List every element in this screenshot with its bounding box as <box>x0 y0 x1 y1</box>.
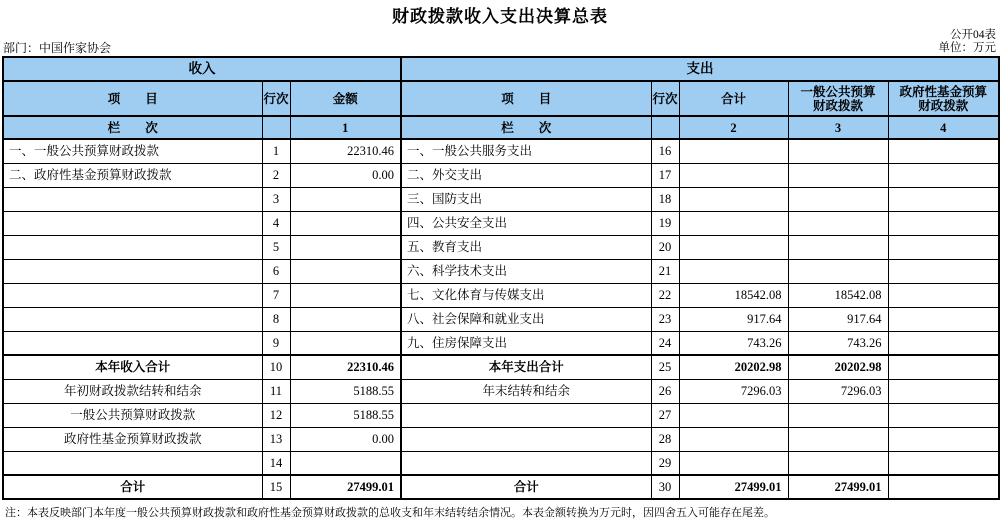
gov-fund-cell <box>888 163 999 187</box>
income-amount-cell: 5188.55 <box>290 379 401 403</box>
table-row <box>3 355 999 379</box>
expense-line-no-cell: 20 <box>651 235 679 259</box>
expense-line-no-cell: 16 <box>651 139 679 163</box>
expense-item-cell: 四、公共安全支出 <box>401 211 651 235</box>
expense-line-no-cell: 21 <box>651 259 679 283</box>
expense-total-cell <box>679 211 788 235</box>
income-item-cell: 年初财政拨款结转和结余 <box>3 379 262 403</box>
income-line-no-cell: 14 <box>262 451 290 475</box>
gov-fund-cell <box>888 379 999 403</box>
expense-item-cell <box>401 403 651 427</box>
income-amount-cell: 0.00 <box>290 163 401 187</box>
expense-total-cell: 20202.98 <box>679 355 788 379</box>
expense-item-cell: 本年支出合计 <box>401 355 651 379</box>
expense-item-cell: 九、住房保障支出 <box>401 331 651 355</box>
expense-line-no-cell: 22 <box>651 283 679 307</box>
expense-line-no-cell: 28 <box>651 427 679 451</box>
expense-item-cell: 三、国防支出 <box>401 187 651 211</box>
income-item-cell: 一、一般公共预算财政拨款 <box>3 139 262 163</box>
expense-total-cell <box>679 427 788 451</box>
table-row <box>3 451 999 475</box>
expense-line-no-cell: 25 <box>651 355 679 379</box>
expense-item-cell: 年末结转和结余 <box>401 379 651 403</box>
general-budget-cell <box>788 211 888 235</box>
general-budget-cell <box>788 139 888 163</box>
income-line-no-cell: 11 <box>262 379 290 403</box>
general-budget-cell <box>788 187 888 211</box>
gov-fund-cell <box>888 427 999 451</box>
income-section-header: 收入 <box>3 57 401 81</box>
expense-total-cell: 917.64 <box>679 307 788 331</box>
general-budget-cell <box>788 427 888 451</box>
expense-column-index-label: 栏 次 <box>401 116 651 139</box>
expense-item-header: 项 目 <box>401 81 651 116</box>
expense-line-no-cell: 17 <box>651 163 679 187</box>
income-line-no-cell: 9 <box>262 331 290 355</box>
income-line-no-cell: 8 <box>262 307 290 331</box>
column-index-1: 1 <box>290 116 401 139</box>
table-row <box>3 139 999 163</box>
income-amount-cell <box>290 451 401 475</box>
meta-bar <box>0 28 1000 56</box>
income-amount-cell: 5188.55 <box>290 403 401 427</box>
gov-fund-cell <box>888 187 999 211</box>
table-row <box>3 427 999 451</box>
expense-line-no-cell: 24 <box>651 331 679 355</box>
expense-item-cell: 合计 <box>401 475 651 499</box>
expense-total-cell: 7296.03 <box>679 379 788 403</box>
gov-fund-cell <box>888 475 999 499</box>
expense-line-no-cell: 29 <box>651 451 679 475</box>
expense-total-header: 合计 <box>679 81 788 116</box>
gov-fund-cell <box>888 211 999 235</box>
general-budget-cell <box>788 163 888 187</box>
income-line-no-cell: 10 <box>262 355 290 379</box>
expense-section-header: 支出 <box>401 57 999 81</box>
income-line-no-cell: 15 <box>262 475 290 499</box>
footnote: 注：本表反映部门本年度一般公共预算财政拨款和政府性基金预算财政拨款的总收支和年末结转结余情况。本表金额转换为万元时，因四舍五入可能存在尾差。 <box>5 507 775 519</box>
income-item-cell <box>3 235 262 259</box>
expense-line-no-cell: 23 <box>651 307 679 331</box>
income-item-cell: 本年收入合计 <box>3 355 262 379</box>
income-item-cell: 政府性基金预算财政拨款 <box>3 427 262 451</box>
income-line-no-cell: 2 <box>262 163 290 187</box>
expense-total-cell: 18542.08 <box>679 283 788 307</box>
table-row <box>3 475 999 499</box>
expense-total-cell <box>679 163 788 187</box>
expense-total-cell <box>679 187 788 211</box>
gov-fund-cell <box>888 235 999 259</box>
column-index-row <box>3 116 999 139</box>
general-budget-cell <box>788 403 888 427</box>
table-row <box>3 163 999 187</box>
income-amount-cell: 27499.01 <box>290 475 401 499</box>
column-index-4: 4 <box>888 116 999 139</box>
expense-line-no-header: 行次 <box>651 81 679 116</box>
gov-fund-cell <box>888 403 999 427</box>
table-row <box>3 403 999 427</box>
gov-fund-cell <box>888 139 999 163</box>
table-row <box>3 235 999 259</box>
table-row <box>3 307 999 331</box>
expense-total-cell: 27499.01 <box>679 475 788 499</box>
general-budget-cell: 917.64 <box>788 307 888 331</box>
income-amount-cell: 22310.46 <box>290 355 401 379</box>
income-item-cell: 一般公共预算财政拨款 <box>3 403 262 427</box>
expense-item-cell: 五、教育支出 <box>401 235 651 259</box>
form-meta <box>939 29 997 55</box>
expense-item-cell: 一、一般公共服务支出 <box>401 139 651 163</box>
income-amount-cell: 22310.46 <box>290 139 401 163</box>
column-index-2: 2 <box>679 116 788 139</box>
column-index-3: 3 <box>788 116 888 139</box>
table-row <box>3 379 999 403</box>
expense-total-cell <box>679 403 788 427</box>
expense-total-cell: 743.26 <box>679 331 788 355</box>
income-amount-header: 金额 <box>290 81 401 116</box>
income-line-no-cell: 3 <box>262 187 290 211</box>
general-budget-cell <box>788 451 888 475</box>
column-header-row <box>3 81 999 116</box>
table-body <box>3 139 999 499</box>
gov-fund-header: 政府性基金预算财政拨款 <box>888 81 999 116</box>
expense-item-cell: 八、社会保障和就业支出 <box>401 307 651 331</box>
income-line-no-blank <box>262 116 290 139</box>
gov-fund-cell <box>888 283 999 307</box>
table-row <box>3 187 999 211</box>
income-item-cell: 二、政府性基金预算财政拨款 <box>3 163 262 187</box>
section-header-row <box>3 57 999 81</box>
table-row <box>3 283 999 307</box>
income-line-no-cell: 1 <box>262 139 290 163</box>
income-item-cell <box>3 307 262 331</box>
table-row <box>3 259 999 283</box>
expense-item-cell <box>401 451 651 475</box>
expense-line-no-cell: 19 <box>651 211 679 235</box>
table-row <box>3 331 999 355</box>
general-budget-cell: 20202.98 <box>788 355 888 379</box>
income-amount-cell <box>290 259 401 283</box>
income-amount-cell: 0.00 <box>290 427 401 451</box>
expense-item-cell: 二、外交支出 <box>401 163 651 187</box>
income-amount-cell <box>290 235 401 259</box>
income-column-index-label: 栏 次 <box>3 116 262 139</box>
general-budget-cell: 18542.08 <box>788 283 888 307</box>
income-line-no-cell: 13 <box>262 427 290 451</box>
expense-total-cell <box>679 235 788 259</box>
expense-total-cell <box>679 451 788 475</box>
expense-line-no-cell: 27 <box>651 403 679 427</box>
expense-line-no-cell: 26 <box>651 379 679 403</box>
income-item-cell <box>3 187 262 211</box>
income-line-no-cell: 7 <box>262 283 290 307</box>
income-amount-cell <box>290 211 401 235</box>
general-budget-cell: 743.26 <box>788 331 888 355</box>
form-code: 公开04表 <box>950 29 996 41</box>
table-row <box>3 211 999 235</box>
expense-item-cell <box>401 427 651 451</box>
income-amount-cell <box>290 283 401 307</box>
general-budget-cell <box>788 259 888 283</box>
general-budget-cell: 27499.01 <box>788 475 888 499</box>
income-line-no-cell: 6 <box>262 259 290 283</box>
expense-total-cell <box>679 259 788 283</box>
income-amount-cell <box>290 187 401 211</box>
page-title: 财政拨款收入支出决算总表 <box>392 7 608 26</box>
income-item-cell <box>3 331 262 355</box>
income-line-no-cell: 4 <box>262 211 290 235</box>
gov-fund-cell <box>888 307 999 331</box>
income-item-cell: 合计 <box>3 475 262 499</box>
expense-item-cell: 七、文化体育与传媒支出 <box>401 283 651 307</box>
income-line-no-header: 行次 <box>262 81 290 116</box>
income-item-header: 项 目 <box>3 81 262 116</box>
income-line-no-cell: 12 <box>262 403 290 427</box>
income-amount-cell <box>290 307 401 331</box>
income-item-cell <box>3 259 262 283</box>
income-amount-cell <box>290 331 401 355</box>
expense-line-no-blank <box>651 116 679 139</box>
general-budget-header: 一般公共预算财政拨款 <box>788 81 888 116</box>
gov-fund-cell <box>888 331 999 355</box>
gov-fund-cell <box>888 259 999 283</box>
gov-fund-cell <box>888 451 999 475</box>
unit-label: 单位：万元 <box>938 42 996 54</box>
expense-line-no-cell: 18 <box>651 187 679 211</box>
expense-line-no-cell: 30 <box>651 475 679 499</box>
income-item-cell <box>3 283 262 307</box>
general-budget-cell <box>788 235 888 259</box>
expense-item-cell: 六、科学技术支出 <box>401 259 651 283</box>
department-label: 部门：中国作家协会 <box>3 41 112 55</box>
fiscal-appropriation-summary-table <box>2 56 1000 500</box>
income-item-cell <box>3 451 262 475</box>
gov-fund-cell <box>888 355 999 379</box>
expense-total-cell <box>679 139 788 163</box>
income-item-cell <box>3 211 262 235</box>
general-budget-cell: 7296.03 <box>788 379 888 403</box>
income-line-no-cell: 5 <box>262 235 290 259</box>
